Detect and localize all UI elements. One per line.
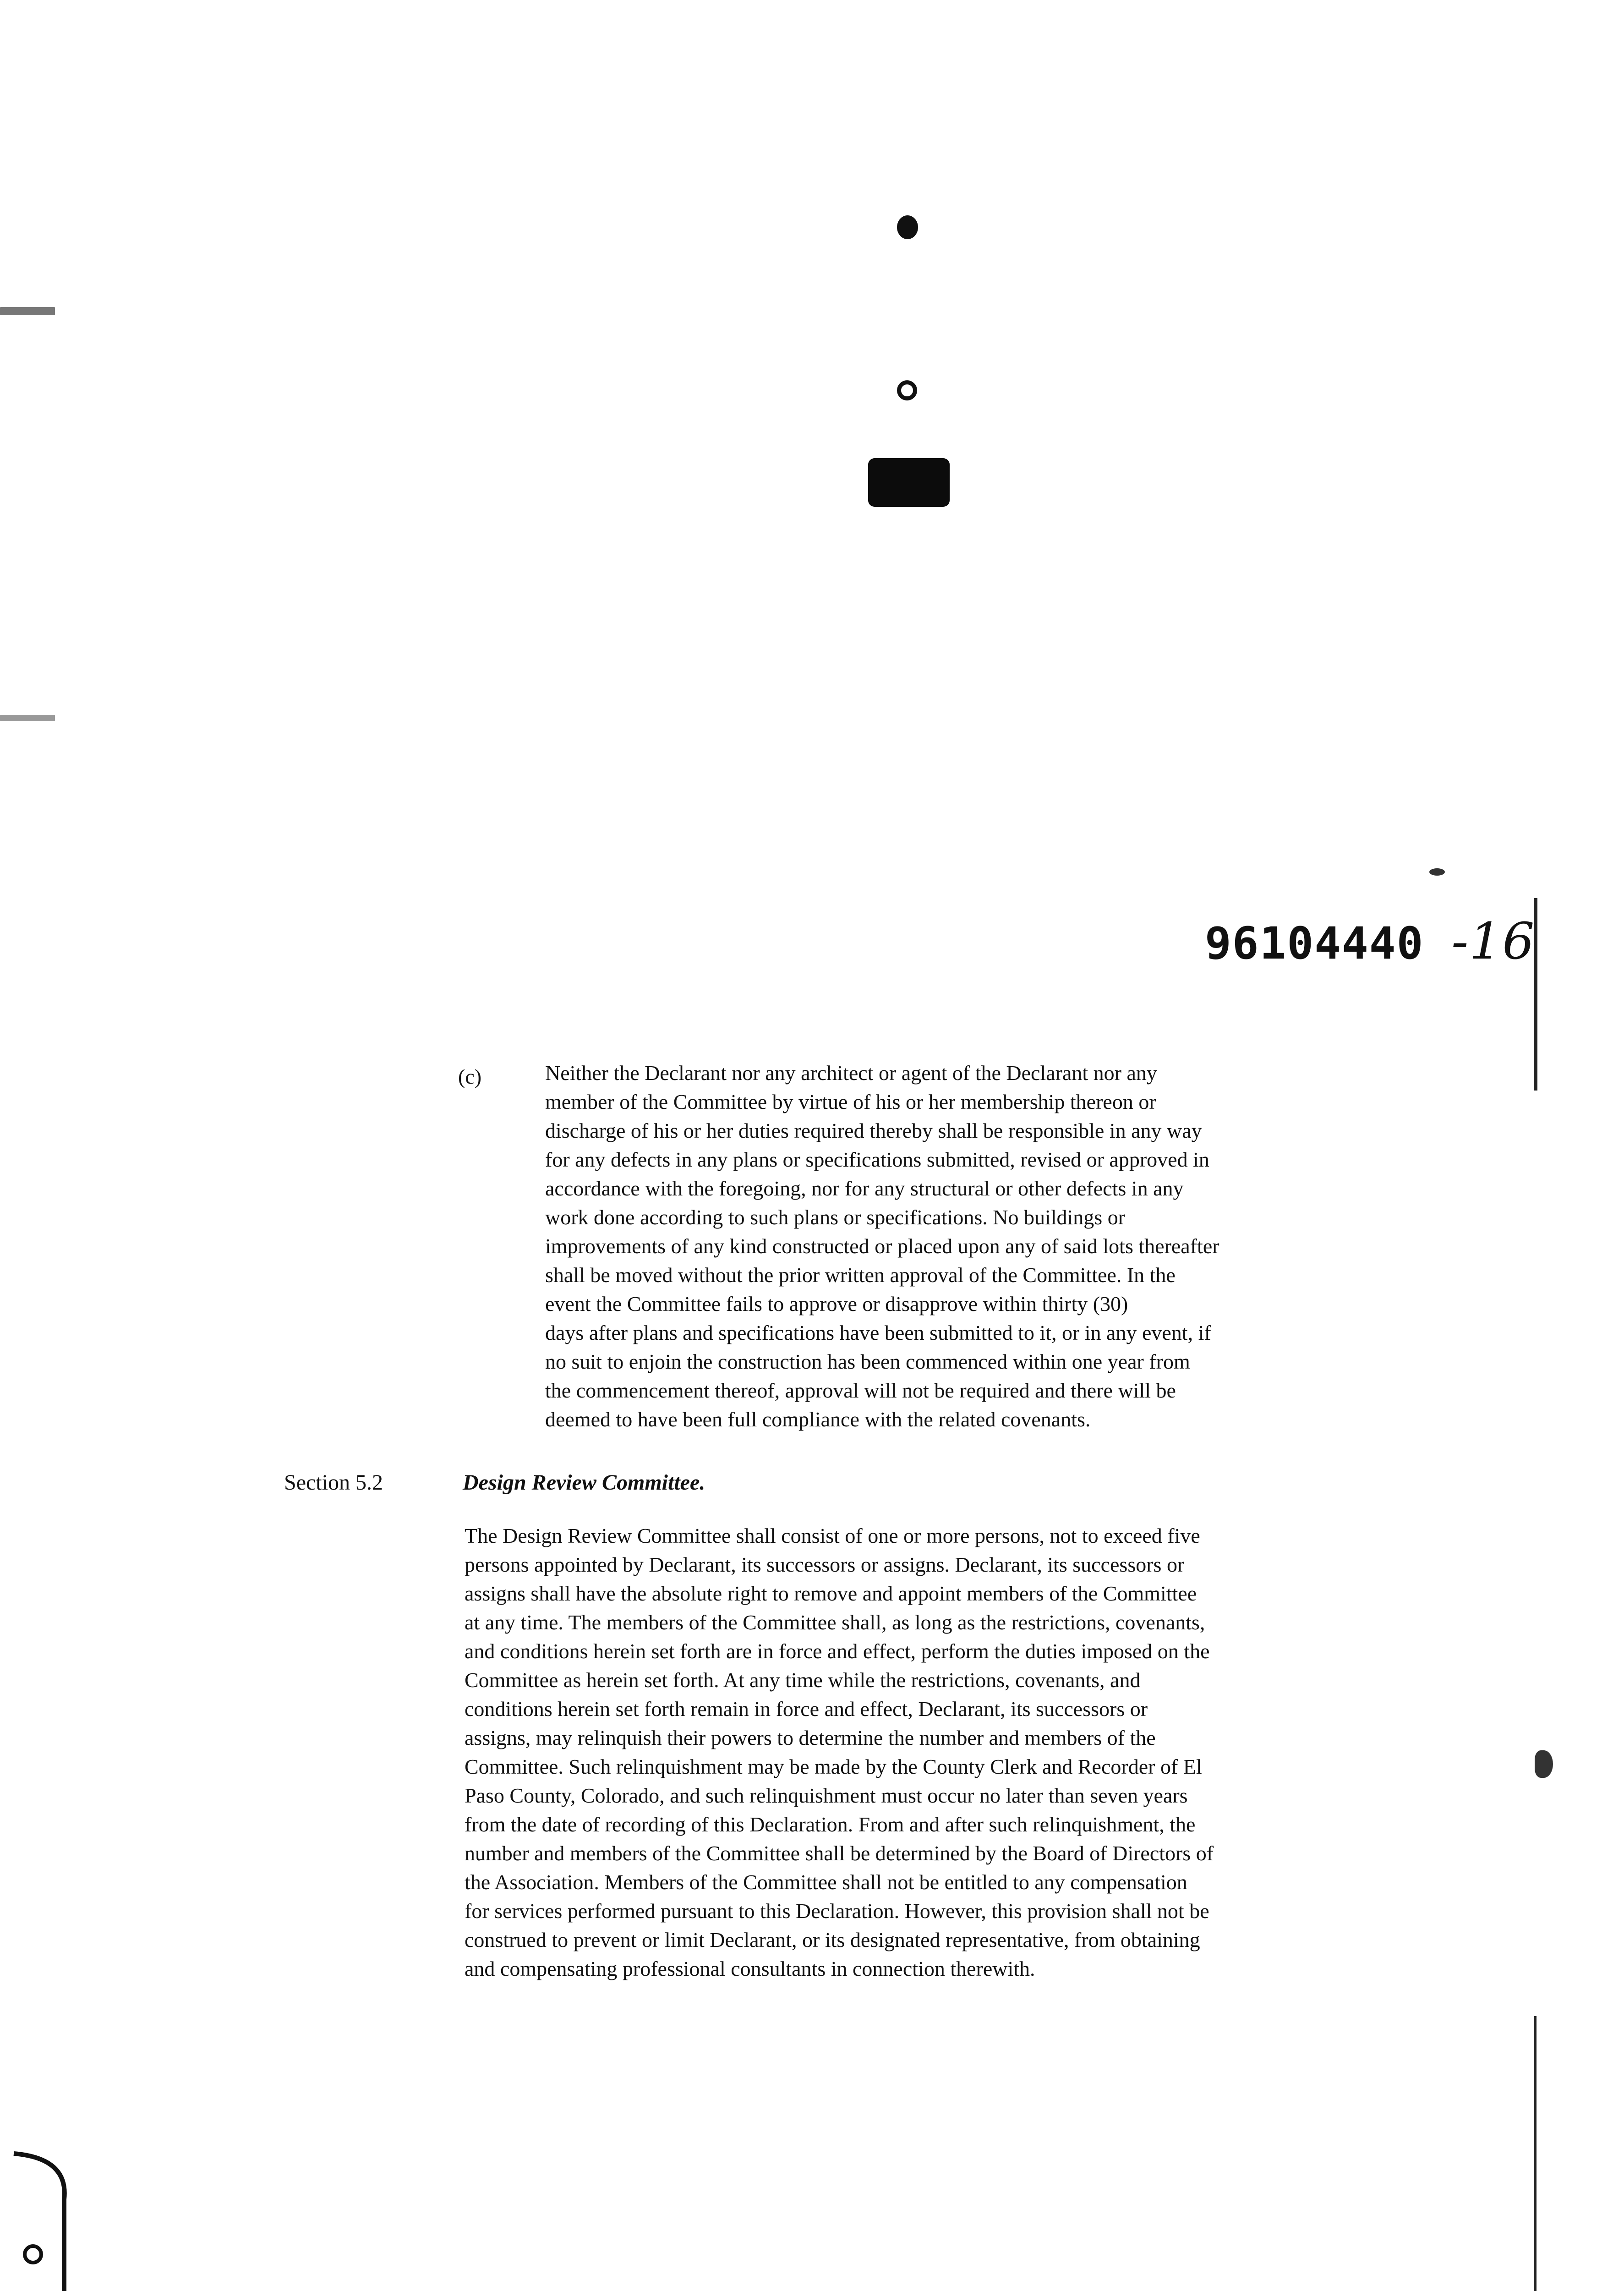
paragraph-c-text (545, 1058, 1351, 1434)
binder-bracket-left (0, 2144, 92, 2291)
paragraph-line: persons appointed by Declarant, its successors or assigns. Declarant, its successors or (465, 1553, 1185, 1576)
punch-hole-ring (897, 380, 917, 400)
document-number (1205, 912, 1535, 970)
scan-edge-line (1534, 2016, 1537, 2291)
scan-speck (0, 715, 55, 721)
paragraph-line: Paso County, Colorado, and such relinquishment must occur no later than seven years (465, 1784, 1188, 1807)
paragraph-line: for any defects in any plans or specifications submitted, revised or approved in (545, 1148, 1209, 1171)
paragraph-line: accordance with the foregoing, nor for any structural or other defects in any (545, 1177, 1184, 1200)
paragraph-line: The Design Review Committee shall consist of one or more persons, not to exceed five (465, 1524, 1200, 1547)
paragraph-line: work done according to such plans or specifications. No buildings or (545, 1206, 1126, 1229)
paragraph-line: for services performed pursuant to this Declaration. However, this provision shall not be (465, 1899, 1209, 1923)
paragraph-line: conditions herein set forth remain in force and effect, Declarant, its successors or (465, 1697, 1148, 1721)
paragraph-c-label: (c) (458, 1065, 482, 1088)
paragraph-line: the commencement thereof, approval will not be required and there will be (545, 1379, 1176, 1402)
punch-hole-mark (897, 215, 918, 239)
paragraph-line: number and members of the Committee shall be determined by the Board of Directors of (465, 1842, 1214, 1865)
paragraph-line: Neither the Declarant nor any architect or agent of the Declarant nor any (545, 1061, 1157, 1085)
paragraph-line: construed to prevent or limit Declarant, or its designated representative, from obtaining (465, 1928, 1200, 1951)
section-label: Section 5.2 (284, 1470, 383, 1495)
paragraph-line: the Association. Members of the Committee shall not be entitled to any compensation (465, 1870, 1187, 1894)
paragraph-line: deemed to have been full compliance with the related covenants. (545, 1408, 1091, 1431)
section-5-2-text (465, 1521, 1362, 1983)
paragraph-line: assigns shall have the absolute right to remove and appoint members of the Committee (465, 1582, 1197, 1605)
paragraph-line: from the date of recording of this Declaration. From and after such relinquishment, the (465, 1813, 1196, 1836)
redaction-block (868, 458, 950, 507)
paragraph-line: days after plans and specifications have been submitted to it, or in any event, if (545, 1321, 1211, 1344)
paragraph-line: discharge of his or her duties required thereby shall be responsible in any way (545, 1119, 1202, 1142)
paragraph-line: and conditions herein set forth are in force and effect, perform the duties imposed on the (465, 1639, 1210, 1663)
paragraph-line: and compensating professional consultants in connection therewith. (465, 1957, 1035, 1980)
paragraph-line: Committee as herein set forth. At any time while the restrictions, covenants, and (465, 1668, 1141, 1692)
scan-speck (1535, 1750, 1553, 1778)
paragraph-line: member of the Committee by virtue of his or her membership thereon or (545, 1090, 1156, 1113)
scan-speck (0, 307, 55, 315)
paragraph-line: event the Committee fails to approve or disapprove within thirty (30) (545, 1292, 1128, 1315)
section-title: Design Review Committee. (463, 1470, 705, 1495)
paragraph-line: assigns, may relinquish their powers to determine the number and members of the (465, 1726, 1156, 1749)
document-number-suffix: -16 (1451, 912, 1536, 970)
paragraph-line: no suit to enjoin the construction has been commenced within one year from (545, 1350, 1190, 1373)
paragraph-line: Committee. Such relinquishment may be made by the County Clerk and Recorder of El (465, 1755, 1202, 1778)
paragraph-line: at any time. The members of the Committee shall, as long as the restrictions, covenants, (465, 1611, 1205, 1634)
paragraph-line: shall be moved without the prior written approval of the Committee. In the (545, 1263, 1176, 1287)
paragraph-line: improvements of any kind constructed or placed upon any of said lots thereafter (545, 1234, 1219, 1258)
scan-speck (1429, 868, 1445, 876)
document-number-main: 96104440 (1205, 918, 1424, 969)
